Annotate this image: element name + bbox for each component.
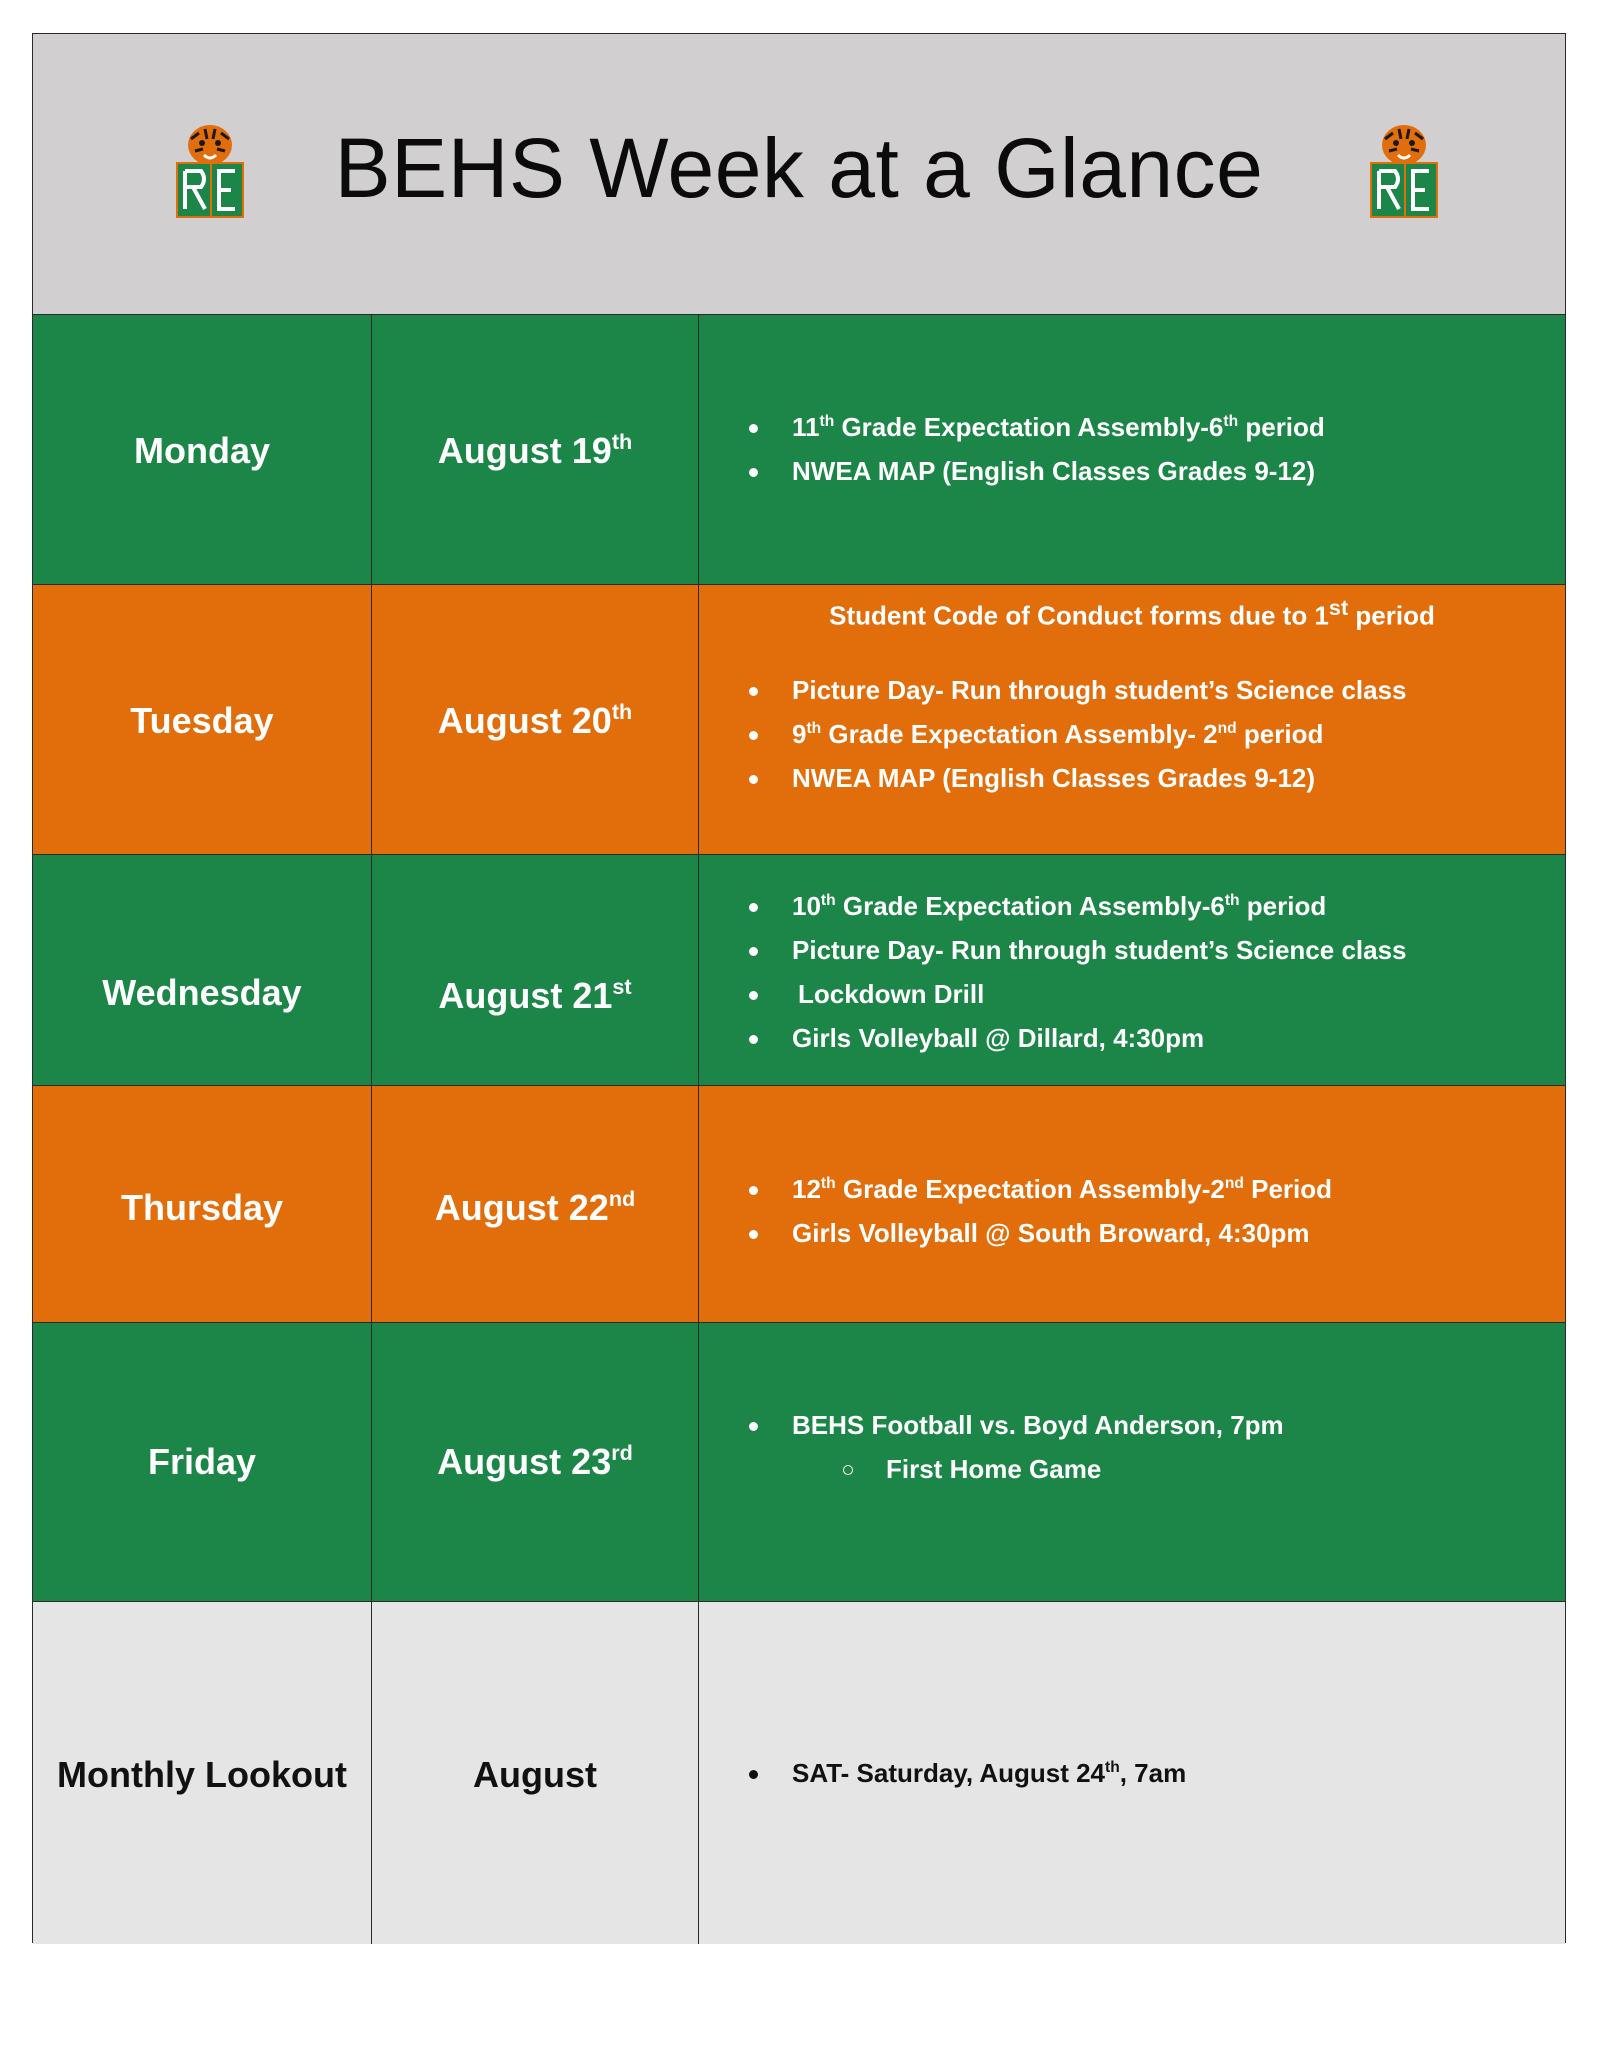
day-row-tuesday [33,585,1565,855]
event-item: 12th Grade Expectation Assembly-2nd Period [699,1167,1565,1211]
day-cell [33,1086,372,1322]
event-list [699,1167,1565,1255]
day-date: August 20th [437,698,633,741]
event-list [699,1403,1565,1491]
events-cell [699,1086,1565,1322]
day-cell [33,855,372,1085]
events-cell [699,855,1565,1085]
event-list [699,405,1565,493]
event-item: NWEA MAP (English Classes Grades 9-12) [699,449,1565,493]
event-list [699,668,1565,800]
date-cell [372,855,699,1085]
event-item: Girls Volleyball @ Dillard, 4:30pm [699,1016,1565,1060]
day-name: Wednesday [102,972,302,1013]
events-cell [699,585,1565,854]
event-item: Picture Day- Run through student’s Science class [699,668,1565,712]
date-cell [372,1602,699,1944]
day-name: Monday [133,430,270,471]
event-subitem: First Home Game [699,1447,1565,1491]
event-item: Girls Volleyball @ South Broward, 4:30pm [699,1211,1565,1255]
month-label: August [473,1754,597,1795]
event-list [699,884,1565,1060]
announcement-note: Student Code of Conduct forms due to 1st period [829,595,1435,631]
day-cell [33,1602,372,1944]
day-date: August 22nd [434,1185,636,1228]
event-item: Lockdown Drill [699,972,1565,1016]
page-title: BEHS Week at a Glance [334,121,1264,215]
events-cell [699,1602,1565,1944]
week-at-a-glance-sheet [32,33,1566,1943]
day-cell [33,315,372,584]
event-item: 9th Grade Expectation Assembly- 2nd period [699,712,1565,756]
day-date: August 19th [437,428,633,471]
event-list [699,1751,1565,1795]
events-cell [699,315,1565,584]
header-banner [33,34,1565,315]
event-item: 11th Grade Expectation Assembly-6th period [699,405,1565,449]
event-item: 10th Grade Expectation Assembly-6th period [699,884,1565,928]
date-cell [372,1086,699,1322]
date-cell [372,585,699,854]
event-item: NWEA MAP (English Classes Grades 9-12) [699,756,1565,800]
row-label: Monthly Lookout [57,1754,347,1795]
day-row-thursday [33,1086,1565,1323]
day-date: August 23rd [437,1439,633,1482]
day-cell [33,1323,372,1601]
day-name: Thursday [120,1187,284,1228]
monthly-lookout-row [33,1602,1565,1944]
day-row-monday [33,315,1565,585]
day-name: Tuesday [130,700,274,741]
event-item: Picture Day- Run through student’s Science class [699,928,1565,972]
tiger-logo-icon [1363,119,1445,219]
events-cell [699,1323,1565,1601]
event-item: BEHS Football vs. Boyd Anderson, 7pm [699,1403,1565,1447]
date-cell [372,1323,699,1601]
day-name: Friday [147,1441,257,1482]
day-row-friday [33,1323,1565,1602]
day-row-wednesday [33,855,1565,1086]
day-date: August 21st [438,973,632,1016]
date-cell [372,315,699,584]
day-cell [33,585,372,854]
event-item: SAT- Saturday, August 24th, 7am [699,1751,1565,1795]
